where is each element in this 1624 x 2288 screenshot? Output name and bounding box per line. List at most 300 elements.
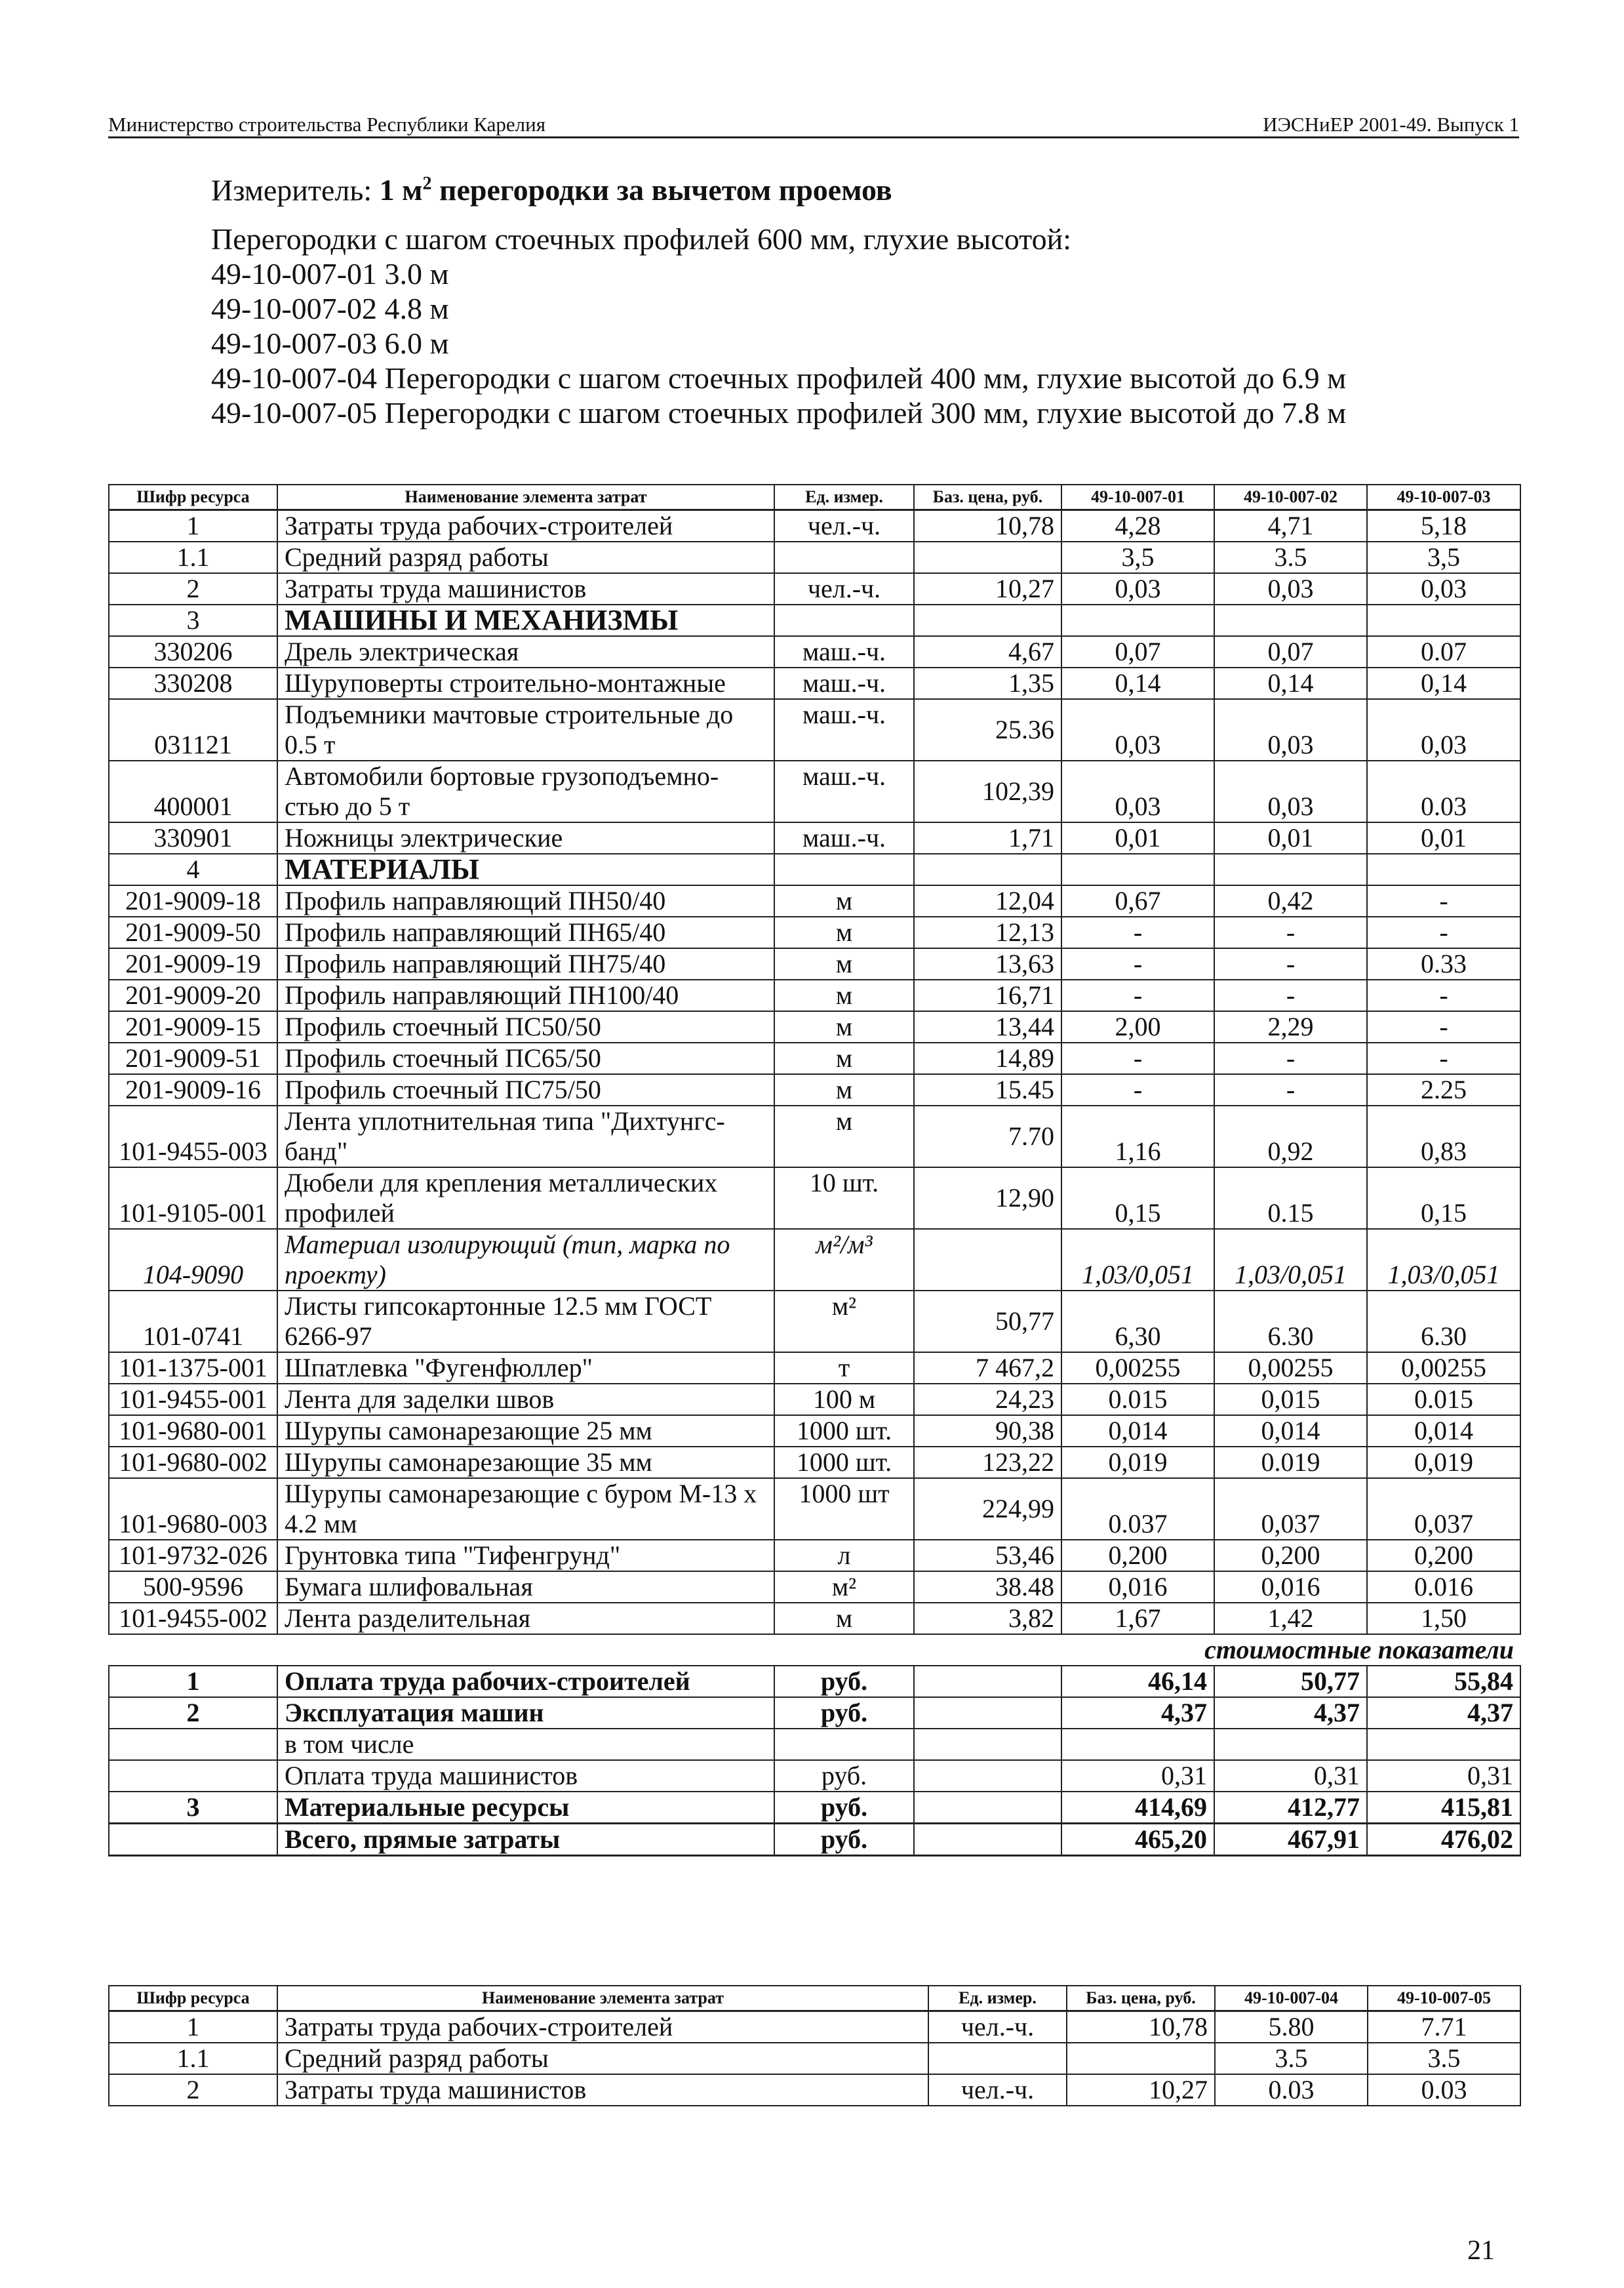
norm-value: 1,03/0,051: [1367, 1229, 1520, 1291]
table-row: [109, 510, 1520, 542]
cost-element-name: Лента уплотнительная типа "Дихтунгс-банд": [277, 1106, 774, 1167]
norm-value: [1061, 854, 1214, 885]
cost-value: 415,81: [1367, 1792, 1520, 1824]
column-header: Шифр ресурса: [109, 485, 277, 510]
cost-value: 414,69: [1061, 1792, 1214, 1824]
cost-element-name: Шурупы самонарезающие с буром М-13 х 4.2 мм: [277, 1478, 774, 1540]
cost-element-name: Ножницы электрические: [277, 822, 774, 854]
norm-value: 0,03: [1061, 699, 1214, 761]
unit-of-measure: м: [774, 917, 914, 948]
norm-value: 0,14: [1214, 668, 1367, 699]
norm-value: 4,28: [1061, 510, 1214, 542]
table-row: [109, 948, 1520, 980]
norm-value: 0,015: [1214, 1384, 1367, 1415]
base-price: 24,23: [914, 1384, 1061, 1415]
table-row: [109, 1074, 1520, 1106]
norm-value: 0,92: [1214, 1106, 1367, 1167]
norm-value: -: [1214, 1043, 1367, 1074]
cost-row: [109, 1824, 1520, 1856]
norm-value: 1,67: [1061, 1603, 1214, 1634]
cost-element-name: Грунтовка типа "Тифенгрунд": [277, 1540, 774, 1571]
cost-table-1: [108, 484, 1521, 1856]
norm-value: 0.33: [1367, 948, 1520, 980]
norm-value: 7.71: [1368, 2011, 1520, 2043]
measure-sup: 2: [422, 174, 432, 194]
intro-line: 49-10-007-03 6.0 м: [211, 327, 449, 361]
cost-row-name: Материальные ресурсы: [277, 1792, 774, 1824]
intro-line: 49-10-007-05 Перегородки с шагом стоечных профилей 300 мм, глухие высотой до 7.8 м: [211, 396, 1347, 430]
unit-of-measure: м: [774, 1011, 914, 1043]
resource-code: 201-9009-15: [109, 1011, 277, 1043]
cost-row-unit: руб.: [774, 1792, 914, 1824]
cost-element-name: Автомобили бортовые грузоподъемно-стью до 5 т: [277, 761, 774, 822]
unit-of-measure: [774, 542, 914, 573]
norm-value: [1367, 854, 1520, 885]
resource-code: 4: [109, 854, 277, 885]
header-left: Министерство строительства Республики Карелия: [108, 113, 545, 136]
resource-code: 101-9455-001: [109, 1384, 277, 1415]
norm-value: 0,03: [1214, 761, 1367, 822]
norm-value: 1,03/0,051: [1061, 1229, 1214, 1291]
cost-element-name: Шуруповерты строительно-монтажные: [277, 668, 774, 699]
cost-row-price: [914, 1824, 1061, 1856]
unit-of-measure: м: [774, 1106, 914, 1167]
norm-value: 0,03: [1214, 573, 1367, 605]
table-1-header-row: [109, 485, 1520, 510]
norm-value: 0.019: [1214, 1447, 1367, 1478]
cost-row-code: [109, 1824, 277, 1856]
resource-code: 1: [109, 2011, 277, 2043]
cost-row-price: [914, 1760, 1061, 1792]
resource-code: 201-9009-50: [109, 917, 277, 948]
unit-of-measure: м: [774, 885, 914, 917]
base-price: [914, 605, 1061, 636]
cost-row: [109, 1792, 1520, 1824]
cost-element-name: Шпатлевка "Фугенфюллер": [277, 1352, 774, 1384]
norm-value: 0,03: [1367, 699, 1520, 761]
measure-line: [211, 167, 1346, 207]
cost-value: 467,91: [1214, 1824, 1367, 1856]
norm-value: 3.5: [1215, 2043, 1368, 2074]
table-row: [109, 1571, 1520, 1603]
norm-value: -: [1367, 1043, 1520, 1074]
base-price: 4,67: [914, 636, 1061, 668]
column-header: Баз. цена, руб.: [914, 485, 1061, 510]
resource-code: 101-0741: [109, 1291, 277, 1352]
table-row: [109, 1540, 1520, 1571]
resource-code: 500-9596: [109, 1571, 277, 1603]
norm-value: 0,42: [1214, 885, 1367, 917]
table-row: [109, 2074, 1520, 2106]
norm-value: 0.15: [1214, 1167, 1367, 1229]
norm-value: 0.037: [1061, 1478, 1214, 1540]
table-row: [109, 822, 1520, 854]
base-price: 3,82: [914, 1603, 1061, 1634]
column-header: Баз. цена, руб.: [1067, 1986, 1215, 2011]
cost-row-price: [914, 1729, 1061, 1760]
norm-value: -: [1061, 1074, 1214, 1106]
cost-row-unit: руб.: [774, 1666, 914, 1697]
table-row: [109, 1478, 1520, 1540]
norm-value: 0,01: [1061, 822, 1214, 854]
unit-of-measure: м: [774, 980, 914, 1011]
cost-row-name: в том числе: [277, 1729, 774, 1760]
resource-code: 1.1: [109, 2043, 277, 2074]
intro-line: 49-10-007-04 Перегородки с шагом стоечных профилей 400 мм, глухие высотой до 6.9 м: [211, 361, 1347, 395]
cost-element-name: Лента разделительная: [277, 1603, 774, 1634]
page-number: 21: [1467, 2236, 1495, 2266]
column-header: 49-10-007-02: [1214, 485, 1367, 510]
resource-code: 101-9680-001: [109, 1415, 277, 1447]
unit-of-measure: маш.-ч.: [774, 822, 914, 854]
table-row: [109, 1043, 1520, 1074]
norm-value: 0,03: [1367, 573, 1520, 605]
resource-code: 201-9009-16: [109, 1074, 277, 1106]
norm-value: 1,16: [1061, 1106, 1214, 1167]
norm-value: 6,30: [1061, 1291, 1214, 1352]
norm-value: 0,014: [1061, 1415, 1214, 1447]
base-price: 1,71: [914, 822, 1061, 854]
resource-code: 201-9009-51: [109, 1043, 277, 1074]
unit-of-measure: л: [774, 1540, 914, 1571]
norm-value: 0,200: [1214, 1540, 1367, 1571]
table-row: [109, 1384, 1520, 1415]
cost-row-code: [109, 1760, 277, 1792]
norm-value: 0,07: [1061, 636, 1214, 668]
unit-of-measure: чел.-ч.: [928, 2074, 1067, 2106]
table-row: [109, 885, 1520, 917]
unit-of-measure: м: [774, 1603, 914, 1634]
base-price: [914, 854, 1061, 885]
resource-code: 2: [109, 2074, 277, 2106]
cost-element-name: Лента для заделки швов: [277, 1384, 774, 1415]
unit-of-measure: 1000 шт.: [774, 1447, 914, 1478]
resource-code: 101-9680-002: [109, 1447, 277, 1478]
norm-value: -: [1061, 980, 1214, 1011]
norm-value: 0.015: [1367, 1384, 1520, 1415]
norm-value: 5,18: [1367, 510, 1520, 542]
norm-value: [1214, 854, 1367, 885]
cost-value: [1061, 1729, 1214, 1760]
measure-prefix: Измеритель:: [211, 173, 380, 207]
cost-caption-row: [109, 1634, 1520, 1666]
norm-value: 3.5: [1368, 2043, 1520, 2074]
base-price: 12,04: [914, 885, 1061, 917]
norm-value: 0,200: [1367, 1540, 1520, 1571]
table-row: [109, 980, 1520, 1011]
resource-code: 104-9090: [109, 1229, 277, 1291]
norm-value: 0,019: [1061, 1447, 1214, 1478]
cost-row: [109, 1760, 1520, 1792]
cost-element-name: Затраты труда рабочих-строителей: [277, 510, 774, 542]
cost-value: 0,31: [1214, 1760, 1367, 1792]
column-header: 49-10-007-04: [1215, 1986, 1368, 2011]
cost-row-unit: руб.: [774, 1824, 914, 1856]
norm-value: 2,29: [1214, 1011, 1367, 1043]
base-price: 10,27: [914, 573, 1061, 605]
cost-row-code: [109, 1729, 277, 1760]
resource-code: 201-9009-18: [109, 885, 277, 917]
base-price: 123,22: [914, 1447, 1061, 1478]
base-price: 13,63: [914, 948, 1061, 980]
norm-value: -: [1214, 948, 1367, 980]
cost-element-name: Шурупы самонарезающие 25 мм: [277, 1415, 774, 1447]
unit-of-measure: маш.-ч.: [774, 761, 914, 822]
column-header: Шифр ресурса: [109, 1986, 277, 2011]
base-price: 14,89: [914, 1043, 1061, 1074]
norm-value: 0,14: [1061, 668, 1214, 699]
base-price: 1,35: [914, 668, 1061, 699]
column-header: 49-10-007-01: [1061, 485, 1214, 510]
resource-code: 101-1375-001: [109, 1352, 277, 1384]
norm-value: -: [1214, 980, 1367, 1011]
base-price: 7 467,2: [914, 1352, 1061, 1384]
resource-code: 400001: [109, 761, 277, 822]
table-row: [109, 636, 1520, 668]
table-row: [109, 1415, 1520, 1447]
norm-value: 6.30: [1214, 1291, 1367, 1352]
norm-value: 1,03/0,051: [1214, 1229, 1367, 1291]
base-price: 102,39: [914, 761, 1061, 822]
norm-value: 0,00255: [1367, 1352, 1520, 1384]
table-row: [109, 699, 1520, 761]
norm-value: -: [1061, 948, 1214, 980]
table-2-body: [109, 2011, 1520, 2106]
norm-value: 0.03: [1368, 2074, 1520, 2106]
base-price: 13,44: [914, 1011, 1061, 1043]
base-price: 15.45: [914, 1074, 1061, 1106]
unit-of-measure: 10 шт.: [774, 1167, 914, 1229]
column-header: Наименование элемента затрат: [277, 485, 774, 510]
unit-of-measure: чел.-ч.: [774, 510, 914, 542]
cost-value: 465,20: [1061, 1824, 1214, 1856]
cost-row-unit: [774, 1729, 914, 1760]
table-row: [109, 542, 1520, 573]
cost-element-name: Средний разряд работы: [277, 542, 774, 573]
cost-element-name: Средний разряд работы: [277, 2043, 928, 2074]
resource-code: 031121: [109, 699, 277, 761]
cost-value: 4,37: [1214, 1697, 1367, 1729]
cost-row-unit: руб.: [774, 1760, 914, 1792]
unit-of-measure: маш.-ч.: [774, 636, 914, 668]
resource-code: 330206: [109, 636, 277, 668]
intro-block: [211, 167, 1346, 430]
norm-value: 0,019: [1367, 1447, 1520, 1478]
table-row: [109, 2011, 1520, 2043]
norm-value: 0,00255: [1214, 1352, 1367, 1384]
cost-element-name: МАТЕРИАЛЫ: [277, 854, 774, 885]
table-row: [109, 1447, 1520, 1478]
cost-row-code: 1: [109, 1666, 277, 1697]
cost-element-name: Профиль направляющий ПН100/40: [277, 980, 774, 1011]
base-price: 38.48: [914, 1571, 1061, 1603]
table-2-header-row: [109, 1986, 1520, 2011]
cost-row: [109, 1729, 1520, 1760]
unit-of-measure: т: [774, 1352, 914, 1384]
table-row: [109, 917, 1520, 948]
cost-value: 4,37: [1367, 1697, 1520, 1729]
norm-value: 0.03: [1367, 761, 1520, 822]
norm-value: [1214, 605, 1367, 636]
cost-value: [1214, 1729, 1367, 1760]
table-row: [109, 1167, 1520, 1229]
base-price: 10,27: [1067, 2074, 1215, 2106]
norm-value: 0,016: [1214, 1571, 1367, 1603]
table-row: [109, 1106, 1520, 1167]
norm-value: 0,15: [1367, 1167, 1520, 1229]
table-row: [109, 1011, 1520, 1043]
norm-value: 0,01: [1214, 822, 1367, 854]
unit-of-measure: 1000 шт: [774, 1478, 914, 1540]
intro-line: 49-10-007-02 4.8 м: [211, 292, 449, 326]
resource-code: 101-9455-003: [109, 1106, 277, 1167]
table-row: [109, 761, 1520, 822]
cost-row-code: 2: [109, 1697, 277, 1729]
measure-rest: перегородки за вычетом проемов: [431, 173, 892, 207]
unit-of-measure: м: [774, 948, 914, 980]
base-price: [914, 1229, 1061, 1291]
cost-element-name: Подъемники мачтовые строительные до 0.5 т: [277, 699, 774, 761]
unit-of-measure: м²/м³: [774, 1229, 914, 1291]
norm-value: 2.25: [1367, 1074, 1520, 1106]
unit-of-measure: [774, 605, 914, 636]
cost-table-2: [108, 1985, 1521, 2106]
column-header: Ед. измер.: [774, 485, 914, 510]
base-price: 16,71: [914, 980, 1061, 1011]
unit-of-measure: м: [774, 1074, 914, 1106]
resource-code: 3: [109, 605, 277, 636]
norm-value: -: [1214, 1074, 1367, 1106]
cost-row-price: [914, 1792, 1061, 1824]
norm-value: 0,037: [1214, 1478, 1367, 1540]
norm-value: 0,037: [1367, 1478, 1520, 1540]
norm-value: -: [1061, 917, 1214, 948]
norm-value: 0,03: [1061, 761, 1214, 822]
norm-value: 0,83: [1367, 1106, 1520, 1167]
cost-element-name: Затраты труда рабочих-строителей: [277, 2011, 928, 2043]
cost-row: [109, 1697, 1520, 1729]
column-header: Наименование элемента затрат: [277, 1986, 928, 2011]
norm-value: 0,15: [1061, 1167, 1214, 1229]
unit-of-measure: 1000 шт.: [774, 1415, 914, 1447]
cost-row-name: Оплата труда рабочих-строителей: [277, 1666, 774, 1697]
norm-value: 0,00255: [1061, 1352, 1214, 1384]
resource-code: 101-9455-002: [109, 1603, 277, 1634]
running-header: [108, 113, 1519, 138]
base-price: [1067, 2043, 1215, 2074]
cost-element-name: Бумага шлифовальная: [277, 1571, 774, 1603]
norm-value: 0,67: [1061, 885, 1214, 917]
cost-element-name: Профиль направляющий ПН65/40: [277, 917, 774, 948]
cost-element-name: Профиль направляющий ПН75/40: [277, 948, 774, 980]
cost-element-name: Профиль стоечный ПС65/50: [277, 1043, 774, 1074]
table-row: [109, 1603, 1520, 1634]
norm-value: 4,71: [1214, 510, 1367, 542]
base-price: 224,99: [914, 1478, 1061, 1540]
cost-row-name: Эксплуатация машин: [277, 1697, 774, 1729]
base-price: [914, 542, 1061, 573]
norm-value: 2,00: [1061, 1011, 1214, 1043]
cost-element-name: Профиль стоечный ПС75/50: [277, 1074, 774, 1106]
unit-of-measure: маш.-ч.: [774, 668, 914, 699]
norm-value: 0,14: [1367, 668, 1520, 699]
base-price: 90,38: [914, 1415, 1061, 1447]
column-header: 49-10-007-03: [1367, 485, 1520, 510]
cost-element-name: Затраты труда машинистов: [277, 2074, 928, 2106]
norm-value: [1367, 605, 1520, 636]
table-row: [109, 1229, 1520, 1291]
norm-value: 1,42: [1214, 1603, 1367, 1634]
measure-bold: [380, 173, 892, 207]
unit-of-measure: 100 м: [774, 1384, 914, 1415]
cost-element-name: Дрель электрическая: [277, 636, 774, 668]
unit-of-measure: м²: [774, 1291, 914, 1352]
norm-value: 0,01: [1367, 822, 1520, 854]
cost-caption: стоимостные показатели: [109, 1634, 1520, 1666]
resource-code: 101-9105-001: [109, 1167, 277, 1229]
base-price: 12,13: [914, 917, 1061, 948]
table-row: [109, 854, 1520, 885]
cost-value: 0,31: [1061, 1760, 1214, 1792]
cost-element-name: Листы гипсокартонные 12.5 мм ГОСТ 6266-97: [277, 1291, 774, 1352]
cost-element-name: Профиль направляющий ПН50/40: [277, 885, 774, 917]
cost-value: 50,77: [1214, 1666, 1367, 1697]
norm-value: 0.015: [1061, 1384, 1214, 1415]
intro-line: 49-10-007-01 3.0 м: [211, 257, 449, 291]
table-1-body: [109, 510, 1520, 1856]
unit-of-measure: м²: [774, 1571, 914, 1603]
norm-value: [1061, 605, 1214, 636]
cost-element-name: Материал изолирующий (тип, марка по проекту): [277, 1229, 774, 1291]
resource-code: 101-9680-003: [109, 1478, 277, 1540]
norm-value: -: [1367, 885, 1520, 917]
cost-value: 412,77: [1214, 1792, 1367, 1824]
table-row: [109, 1291, 1520, 1352]
norm-value: 0,07: [1214, 636, 1367, 668]
norm-value: 0,016: [1061, 1571, 1214, 1603]
cost-element-name: Затраты труда машинистов: [277, 573, 774, 605]
base-price: 7.70: [914, 1106, 1061, 1167]
norm-value: 0.07: [1367, 636, 1520, 668]
unit-of-measure: [928, 2043, 1067, 2074]
norm-value: -: [1214, 917, 1367, 948]
resource-code: 201-9009-19: [109, 948, 277, 980]
cost-value: 0,31: [1367, 1760, 1520, 1792]
base-price: 10,78: [914, 510, 1061, 542]
base-price: 53,46: [914, 1540, 1061, 1571]
cost-value: 4,37: [1061, 1697, 1214, 1729]
cost-value: 46,14: [1061, 1666, 1214, 1697]
resource-code: 201-9009-20: [109, 980, 277, 1011]
base-price: 25.36: [914, 699, 1061, 761]
unit-of-measure: [774, 854, 914, 885]
cost-element-name: Профиль стоечный ПС50/50: [277, 1011, 774, 1043]
resource-code: 330901: [109, 822, 277, 854]
norm-value: 3,5: [1061, 542, 1214, 573]
norm-value: 1,50: [1367, 1603, 1520, 1634]
cost-element-name: Шурупы самонарезающие 35 мм: [277, 1447, 774, 1478]
intro-lines: [211, 222, 1346, 430]
cost-element-name: Дюбели для крепления металлических профилей: [277, 1167, 774, 1229]
resource-code: 1: [109, 510, 277, 542]
base-price: 10,78: [1067, 2011, 1215, 2043]
unit-of-measure: м: [774, 1043, 914, 1074]
intro-line: Перегородки с шагом стоечных профилей 600 мм, глухие высотой:: [211, 222, 1072, 256]
unit-of-measure: маш.-ч.: [774, 699, 914, 761]
norm-value: 6.30: [1367, 1291, 1520, 1352]
unit-of-measure: чел.-ч.: [774, 573, 914, 605]
base-price: 12,90: [914, 1167, 1061, 1229]
